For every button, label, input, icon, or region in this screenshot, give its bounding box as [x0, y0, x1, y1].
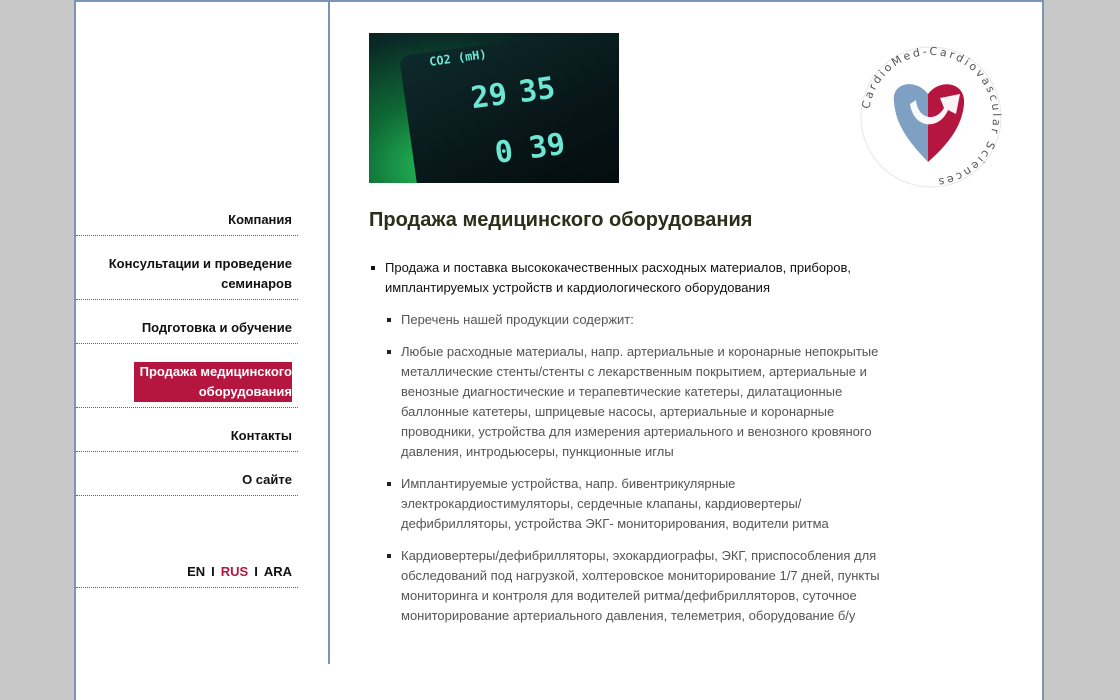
lang-separator: I: [211, 564, 215, 579]
nav-item-training[interactable]: [76, 310, 298, 344]
language-switcher: [76, 554, 298, 588]
nav-item-about[interactable]: [76, 462, 298, 496]
header-monitor-image: [369, 33, 619, 183]
list-item-text: Имплантируемые устройства, напр. бивентрикулярные электрокардиостимуляторы, сердечные клапаны, кардиовертеры/дефибрилляторы, устройства ЭКГ- мониторирования, водители ритма: [401, 476, 829, 531]
lang-separator: I: [254, 564, 258, 579]
cardiomed-logo: [856, 42, 1006, 192]
page-title: Продажа медицинского оборудования: [369, 209, 753, 231]
nav-item-equipment-sales[interactable]: [76, 354, 298, 408]
monitor-value: 29: [468, 76, 510, 117]
nav-label: Консультации и проведение семинаров: [108, 256, 292, 291]
lead-list-item: [369, 258, 889, 298]
lang-rus-link[interactable]: RUS: [220, 564, 249, 579]
lang-ara-link[interactable]: ARA: [263, 564, 292, 579]
nav-label: Продажа медицинского оборудования: [134, 362, 292, 402]
list-item: [369, 310, 889, 330]
monitor-value: 39: [526, 126, 568, 167]
list-item: [369, 474, 889, 534]
bullet-icon: [387, 350, 391, 354]
nav-label: Контакты: [230, 428, 292, 443]
page-frame: [74, 0, 1044, 700]
nav-item-contacts[interactable]: [76, 418, 298, 452]
list-item-text: Кардиовертеры/дефибрилляторы, эхокардиографы, ЭКГ, приспособления для обследований под нагрузкой, холтеровское мониторирование 1/7 дней, пункты мониторинга и контроля для водителей ритма/дефибрилляторов, суточное мониторирование артериального давления, телеметрия, оборудование б/у: [401, 548, 880, 623]
nav-label: О сайте: [242, 472, 292, 487]
monitor-value: 0: [492, 133, 516, 172]
bullet-icon: [371, 266, 375, 270]
column-divider: [328, 2, 330, 664]
monitor-co2-label: CO2 (mH): [428, 47, 488, 69]
logo-ring-text: CardioMed-Cardiovascular Sciences: [859, 44, 1004, 189]
bullet-icon: [387, 482, 391, 486]
nav-label: Компания: [228, 212, 292, 227]
main-navigation: [76, 202, 298, 598]
nav-item-consulting[interactable]: [76, 246, 298, 300]
bullet-icon: [387, 318, 391, 322]
lang-en-link[interactable]: EN: [187, 564, 206, 579]
list-item-text: Перечень нашей продукции содержит:: [401, 312, 634, 327]
bullet-icon: [387, 554, 391, 558]
list-item: [369, 546, 889, 626]
main-content: [369, 202, 889, 638]
lead-text: Продажа и поставка высококачественных расходных материалов, приборов, имплантируемых устройств и кардиологического оборудования: [385, 260, 852, 295]
nav-item-company[interactable]: [76, 202, 298, 236]
nav-label: Подготовка и обучение: [141, 320, 292, 335]
list-item-text: Любые расходные материалы, напр. артериальные и коронарные непокрытые металлические стенты/стенты с лекарственным покрытием, артериальные и венозные диагностические и терапевтические катетеры, дилатационные баллонные катетеры, шприцевые насосы, артериальные и коронарные проводники, устройства для измерения артериального и венозного кровяного давления, интродьюсеры, пункционные иглы: [401, 344, 879, 459]
list-item: [369, 342, 889, 462]
monitor-value: 35: [516, 70, 558, 111]
